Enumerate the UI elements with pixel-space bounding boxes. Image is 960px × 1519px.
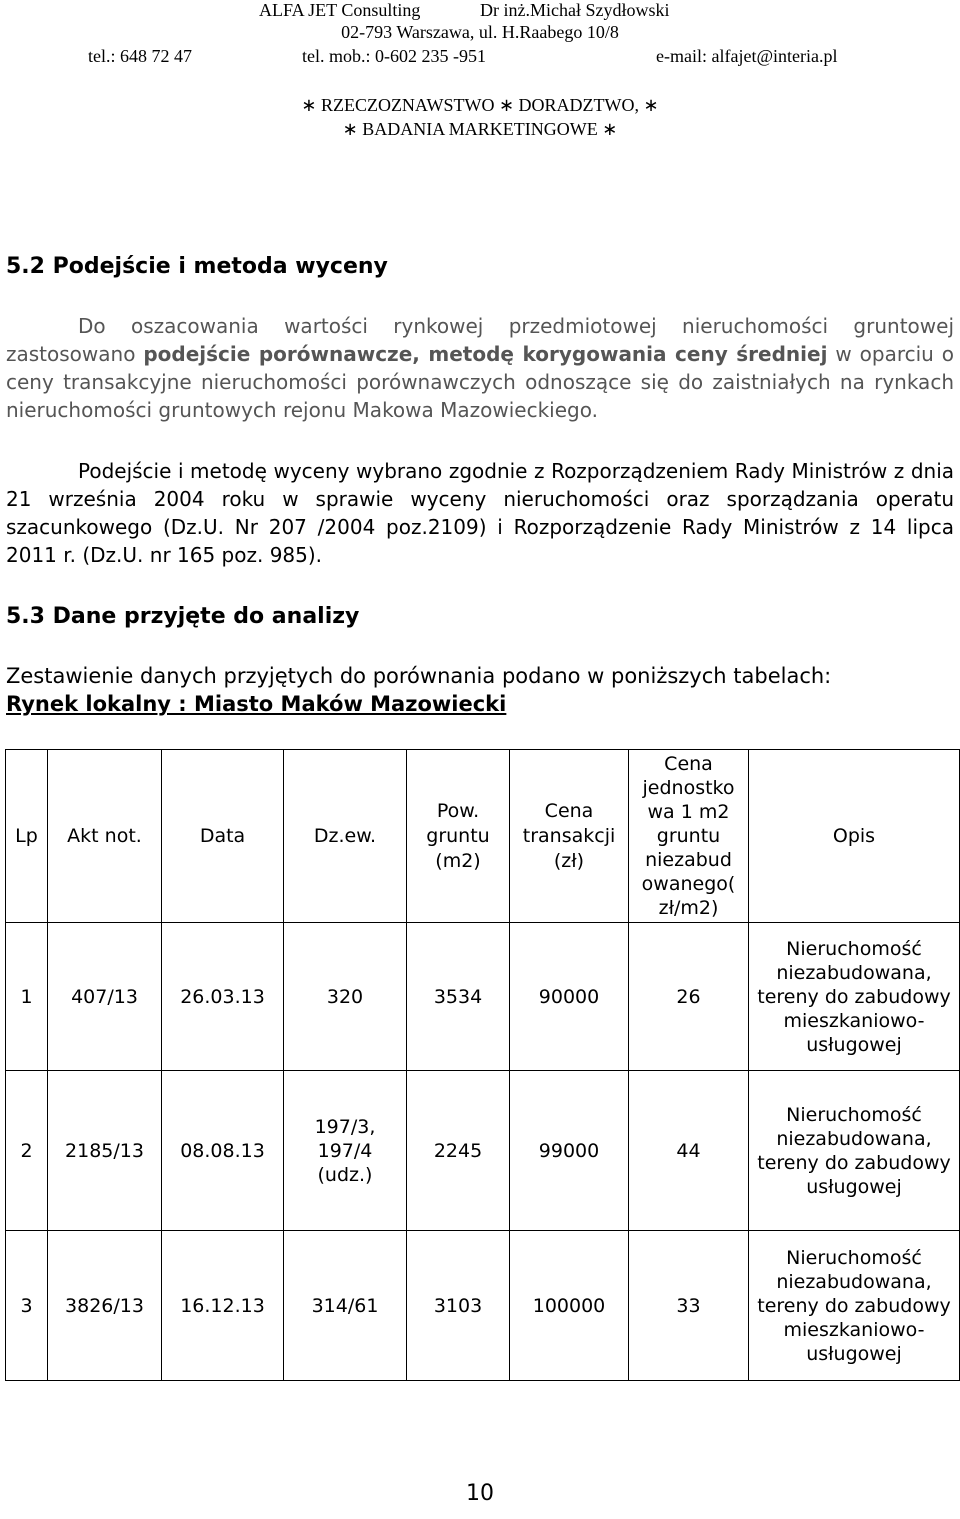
intro-text: Zestawienie danych przyjętych do porównania podano w poniższych tabelach:	[6, 664, 832, 688]
table-row	[6, 1231, 960, 1381]
cell-lp: 2	[6, 1071, 48, 1231]
cell-lp: 1	[6, 923, 48, 1071]
cell-pow: 3103	[407, 1231, 510, 1381]
cell-cena: 100000	[510, 1231, 629, 1381]
company-email: e-mail: alfajet@interia.pl	[656, 46, 838, 66]
cell-pow: 2245	[407, 1071, 510, 1231]
cell-pow: 3534	[407, 923, 510, 1071]
cell-cena-jedn: 33	[629, 1231, 749, 1381]
header-dzew: Dz.ew.	[284, 750, 407, 923]
cell-dzew: 320	[284, 923, 407, 1071]
person-name: Dr inż.Michał Szydłowski	[480, 0, 670, 20]
cell-opis: Nieruchomość niezabudowana, tereny do zabudowy mieszkaniowo-usługowej	[749, 923, 960, 1071]
cell-cena: 99000	[510, 1071, 629, 1231]
cell-cena-jedn: 44	[629, 1071, 749, 1231]
cell-data: 16.12.13	[162, 1231, 284, 1381]
cell-data: 08.08.13	[162, 1071, 284, 1231]
section-5-2-title: 5.2 Podejście i metoda wyceny	[6, 254, 388, 279]
cell-opis: Nieruchomość niezabudowana, tereny do zabudowy mieszkaniowo-usługowej	[749, 1231, 960, 1381]
page-number: 10	[466, 1481, 494, 1506]
cell-lp: 3	[6, 1231, 48, 1381]
header-akt: Akt not.	[48, 750, 162, 923]
table-row	[6, 1071, 960, 1231]
company-address: 02-793 Warszawa, ul. H.Raabego 10/8	[341, 22, 619, 42]
cell-opis: Nieruchomość niezabudowana, tereny do zabudowy usługowej	[749, 1071, 960, 1231]
cell-cena-jedn: 26	[629, 923, 749, 1071]
cell-dzew: 197/3, 197/4 (udz.)	[284, 1071, 407, 1231]
header-cena: Cena transakcji (zł)	[510, 750, 629, 923]
cell-akt: 407/13	[48, 923, 162, 1071]
market-label: Rynek lokalny : Miasto Maków Mazowiecki	[6, 692, 507, 716]
header-data: Data	[162, 750, 284, 923]
p1-text-c: w oparciu o ceny transakcyjne nieruchomości porównawczych odnoszące się do zaistniałych na rynkach nieruchomości gruntowych rejonu Makowa Mazowieckiego.	[6, 342, 954, 422]
p1-text-a: Do oszacowania wartości rynkowej przedmiotowej nieruchomości gruntowej zastosowano	[6, 314, 954, 366]
company-phone: tel.: 648 72 47	[88, 46, 192, 66]
p2-text: Podejście i metodę wyceny wybrano zgodnie z Rozporządzeniem Rady Ministrów z dnia 21 września 2004 roku w sprawie wyceny nieruchomości oraz sporządzania operatu szacunkowego (Dz.U. Nr 207 /2004 poz.2109) i Rozporządzenie Rady Ministrów z 14 lipca 2011 r. (Dz.U. nr 165 poz. 985).	[6, 459, 954, 567]
section-5-3-title: 5.3 Dane przyjęte do analizy	[6, 604, 360, 629]
section-5-3-intro	[6, 662, 954, 718]
section-5-2-paragraph-2	[6, 457, 954, 569]
table-header-row	[6, 750, 960, 923]
section-5-2-paragraph-1	[6, 312, 954, 424]
services-line-1: ∗ RZECZOZNAWSTWO ∗ DORADZTWO, ∗	[301, 95, 659, 115]
header-opis: Opis	[749, 750, 960, 923]
comparison-table	[5, 749, 960, 1381]
letterhead	[0, 0, 960, 150]
cell-akt: 3826/13	[48, 1231, 162, 1381]
company-name: ALFA JET Consulting	[259, 0, 421, 20]
table-row	[6, 923, 960, 1071]
cell-dzew: 314/61	[284, 1231, 407, 1381]
cell-cena: 90000	[510, 923, 629, 1071]
header-pow: Pow. gruntu (m2)	[407, 750, 510, 923]
cell-data: 26.03.13	[162, 923, 284, 1071]
company-mobile: tel. mob.: 0-602 235 -951	[302, 46, 486, 66]
header-cena-jedn: Cena jednostko wa 1 m2 gruntu niezabud owanego( zł/m2)	[629, 750, 749, 923]
services-line-2: ∗ BADANIA MARKETINGOWE ∗	[342, 119, 618, 139]
p1-text-bold: podejście porównawcze, metodę korygowania ceny średniej	[143, 342, 828, 366]
cell-akt: 2185/13	[48, 1071, 162, 1231]
header-lp: Lp	[6, 750, 48, 923]
